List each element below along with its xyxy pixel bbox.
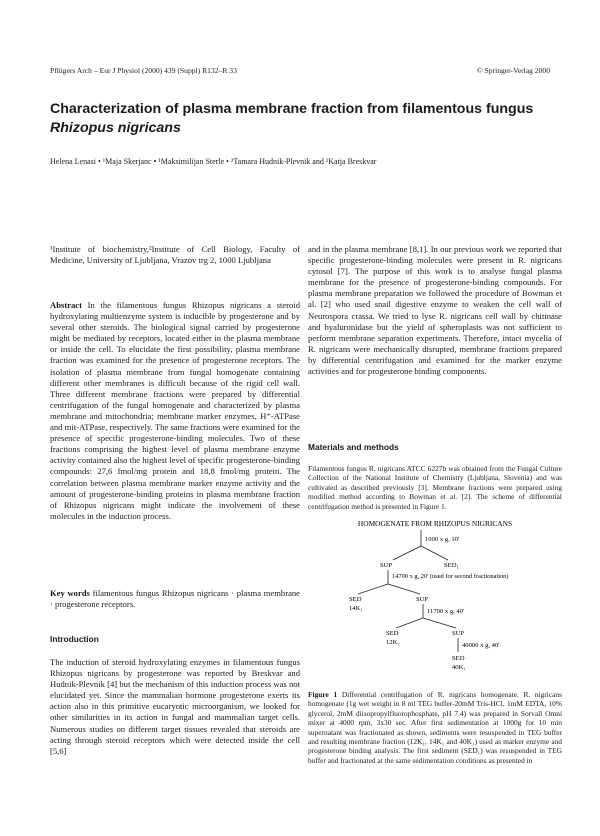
diagram-sed-2-label: 14K₁ [349, 605, 363, 612]
diagram-sed-3-label: 12K₂ [386, 639, 400, 646]
diagram-branch [421, 546, 448, 560]
diagram-step-2: 14700 x g, 20' (used for second fractionation) [392, 573, 509, 580]
introduction-text: The induction of steroid hydroxylating enzymes in filamentous fungus Rhizopus nigricans by progesterone was reported by Breskvar and Hudnik-Plevnik [4] but the mechanism of this induction process was not elucidated yet. Since the mammalian hormone progesterone exerts its action also in this primitive eucaryotic microorganism, we looked for other similarities in its action in fungal and mammalian target cells. Numerous studies on different target tissues revealed that steroids are acting through steroid receptors which were detected inside the cell [5,6] [50, 657, 300, 756]
methods-text: Filamentous fungus R. nigricans ATCC 6227b was obtained from the Fungal Culture Collection of the National Institute of Chemistry (Ljubljana, Slovenia) and was cultivated as described previously [3]. Membrane fractions were prepared using modified method according to Bowman et al. [2]. The scheme of differential centrifugation method is presented in Figure 1. [308, 464, 562, 511]
intro-continuation-text: and in the plasma membrane [8,1]. In our previous work we reported that specific progesterone-binding molecules were present in R. nigricans cytosol [7]. The purpose of this work is to analyse fungal plasma membrane for the presence of progesterone-binding compounds. For plasma membrane preparation we followed the procedure of Bowman et al. [2] who used snail digestive enzyme to weaken the cell wall of Neurospora crassa. We tried to lyse R. nigricans cell wall by chitinase and hyaluronidase but the yield of spheroplasts was not sufficient to perform membrane separation experiments. Therefore, intact mycelia of R. nigricans were mechanically disrupted, membrane fractions prepared by differential centrifugation and examined for the marker enzyme activities and for progesterone binding components. [308, 244, 562, 377]
diagram-step-1: 1000 x g, 10' [425, 536, 460, 543]
diagram-sed-4: SED [452, 655, 465, 662]
diagram-step-4: 40000 x g, 40' [462, 642, 500, 649]
diagram-sed-2: SED [349, 596, 362, 603]
diagram-sed-4-label: 40K₁ [452, 664, 466, 670]
author-list: Helena Lenasi • ¹Maja Skerjanc • ¹Maksimilijan Sterle • ²Tamara Hudnik-Plevnik and ¹Katja Breskvar [50, 157, 377, 166]
abstract-text: In the filamentous fungus Rhizopus nigricans a steroid hydroxylating multienzyme system is inducible by progesterone and by several other steroids. The biological signal carried by progesterone might be mediated by receptors, located either in the plasma membrane or inside the cell. To elucidate the first possibility, plasma membrane fraction was examined for the presence of progesterone receptors. The isolation of plasma membrane from fungal homogenate containing different other membranes is difficult because of the rigid cell wall. Three different membrane fractions were prepared by differential centrifugation of the fungal homogenate and characterized by plasma membrane and mitochondria; membrane marker enzymes, H⁺-ATPase and mit-ATPase, respectively. The same fractions were examined for the presence of specific progesterone-binding molecules. Two of these fractions comprising the highest level of plasma membrane enzyme activity contained also the highest level of specific progesterone-binding compounds: 27,6 fmol/mg protein and 18,8 fmol/mg protein. The correlation between plasma membrane marker enzyme activity and the amount of progesterone-binding proteins in plasma membrane fraction of Rhizopus nigricans might indicate the involvement of these molecules in the induction process. [50, 300, 300, 521]
diagram-sed-3: SED [386, 630, 399, 637]
keywords-block [50, 588, 300, 610]
diagram-branch [393, 546, 421, 560]
journal-citation: Pflügers Arch – Eur J Physiol (2000) 439 (Suppl) R132–R 33 [50, 66, 237, 75]
introduction-heading: Introduction [50, 634, 99, 644]
affiliation: ¹Institute of biochemistry,²Institute of Cell Biology, Faculty of Medicine, University of Ljubljana, Vrazov trg 2, 1000 Ljubljana [50, 244, 300, 266]
diagram-step-3: 11700 x g, 40' [427, 608, 465, 615]
abstract-label: Abstract [50, 300, 82, 310]
methods-heading: Materials and methods [308, 442, 399, 452]
diagram-sup-2: SUP [416, 596, 429, 603]
publisher-copyright: © Springer-Verlag 2000 [476, 66, 550, 75]
diagram-sup-3: SUP [452, 630, 465, 637]
diagram-branch [358, 584, 388, 594]
diagram-title: HOMOGENATE FROM RHIZOPUS NIGRICANS [357, 519, 513, 528]
abstract-block [50, 300, 300, 522]
centrifugation-diagram [308, 518, 562, 670]
diagram-sup-1: SUP [380, 562, 393, 569]
figure-caption-text: Differential centrifugation of R. nigricans homogenate. R. nigricans homogenate (1g wet weight in 8 ml TEG buffer-20mM Tris-HCl, 1mM EDTA, 10% glycerol, 2mM diisopropylfluorophosphate, pH 7.4) was prepared in Sorvall Omni mixer at 4000 rpm, 3x30 sec. After first sedimentation at 1000g for 10 min supernatant was fractionated as shown, sediments were resuspended in TEG buffer and resulting membrane fraction (12K₁, 14K₁ and 40K₁) used as marker enzyme and progesterone binding analysis. The first sediment (SED₁) was resuspended in TEG buffer and fractionated at the same sedimentation conditions as presented in [308, 690, 562, 765]
diagram-sed-1: SED₁ [444, 562, 459, 569]
keywords-label: Key words [50, 588, 90, 598]
figure-caption [308, 690, 562, 765]
title-line-1: Characterization of plasma membrane fraction from filamentous fungus [50, 101, 534, 117]
figure-caption-label: Figure 1 [308, 690, 338, 699]
keywords-text: filamentous fungus Rhizopus nigricans · plasma membrane · progesterone receptors. [50, 588, 300, 610]
title-line-2: Rhizopus nigricans [50, 120, 181, 136]
paper-title [50, 100, 560, 138]
diagram-branch [388, 584, 420, 594]
diagram-branch [396, 618, 423, 628]
diagram-branch [423, 618, 456, 628]
